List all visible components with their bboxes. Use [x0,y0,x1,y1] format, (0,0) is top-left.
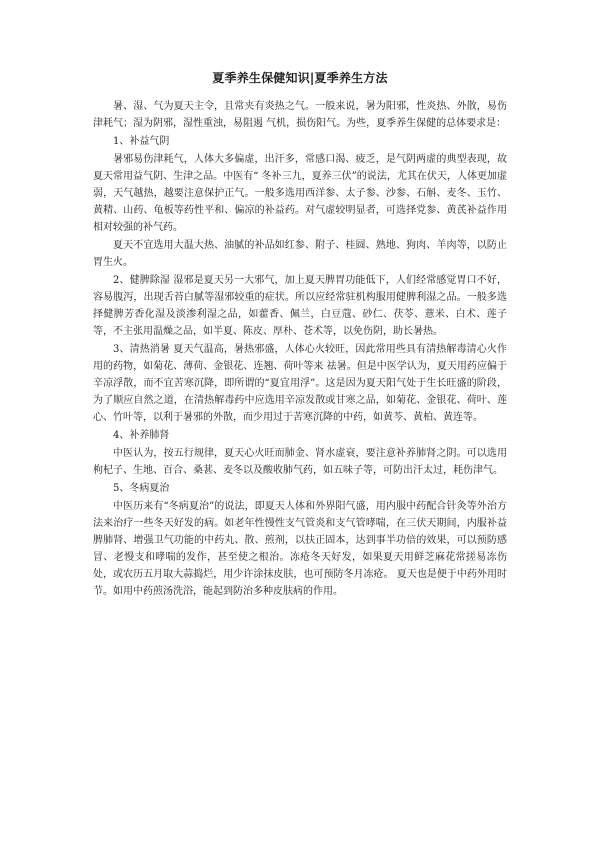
body-paragraph: 暑邪易伤津耗气，人体大多偏虚，出汗多，常感口渴、疲乏，是气阴两虚的典型表现，故夏天常用益气阴、生津之品。中医有“ 冬补三九，夏养三伏”的说法，尤其在伏天，人体更加虚弱，天气越热，越要注意保护正气。一般多选用西洋参、太子参、沙参、石斛、麦冬、玉竹、黄精、山药、龟板等药性平和、偏凉的补益药。对气虚较明显者，可选择党参、黄芪补益作用相对较强的补气药。 [93,154,507,233]
section-heading: 1、补益气阴 [113,136,170,147]
article-body [93,98,507,601]
body-paragraph: 中医历来有“冬病夏治”的说法，即夏天人体和外界阳气盛，用内服中药配合针灸等外治方法来治疗一些冬天好发的病。如老年性慢性支气管炎和支气管哮喘，在三伏天期间，内服补益脾肺肾、增强卫气功能的中药丸、散、煎剂，以扶正固本，达到事半功倍的效果，可以预防感冒、老慢支和哮喘的发作，甚至使之根治。冻疮冬天好发，如果夏天用鲜芝麻花常搓易冻伤处，或农历五月取大蒜捣烂，用少许涂抹皮肤，也可预防冬月冻疮。 夏天也是便于中药外用时节。如用中药煎汤洗浴，能起到防治多种皮肤病的作用。 [93,501,507,597]
body-paragraph: 夏天不宜选用大温大热、油腻的补品如红参、附子、桂圆、熟地、狗肉、羊肉等，以防止胃生火。 [93,240,507,268]
page-title: 夏季养生保健知识|夏季养生方法 [212,71,388,85]
body-paragraph: 3、清热消暑 夏天气温高，暑热邪盛，人体心火较旺，因此常用些具有清热解毒清心火作用的药物，如菊花、薄荷、金银花、连翘、荷叶等来 祛暑。但是中医学认为，夏天用药应偏于辛凉浮散，而不宜苦寒沉降，即所谓的“夏宜用浮”。这是因为夏天阳气处于生长旺盛的阶段，为了顺应自然之道，在清热解毒药中应选用辛凉发散或甘寒之品，如菊花、金银花、荷叶、莲心、竹叶等，以利于暑邪的外散，而少用过于苦寒沉降的中药，如黄芩、黄柏、黄连等。 [93,344,507,423]
body-paragraph: 2、健脾除湿 湿邪是夏天另一大邪气，加上夏天脾胃功能低下，人们经常感觉胃口不好，容易腹泻，出现舌苔白腻等湿邪较重的症状。所以应经常驻机构服用健脾利湿之品。一般多选择健脾芳香化湿及淡渗利湿之品，如藿香、佩兰，白豆蔻、砂仁、茯苓、薏米、白术、莲子等，不主张用温燥之品，如半夏、陈皮、厚朴、苍术等，以免伤阴，助长暑热。 [93,275,507,337]
section-heading: 5、冬病夏治 [113,483,170,494]
intro-paragraph: 暑、湿、气为夏天主令，且常夹有炎热之气。一般来说，暑为阳邪，性炎热、外散，易伤津耗气；湿为阴邪，湿性重浊，易阻遏 气机，损伤阳气。为些，夏季养生保健的总体要求是： [93,101,507,129]
section-heading: 4、补养肺肾 [113,430,170,441]
body-paragraph: 中医认为，按五行规律，夏天心火旺而肺金、肾水虚衰，要注意补养肺肾之阴。可以选用枸杞子、生地、百合、桑葚、麦冬以及酸收肺气药，如五味子等，可防出汗太过，耗伤津气。 [93,448,507,476]
